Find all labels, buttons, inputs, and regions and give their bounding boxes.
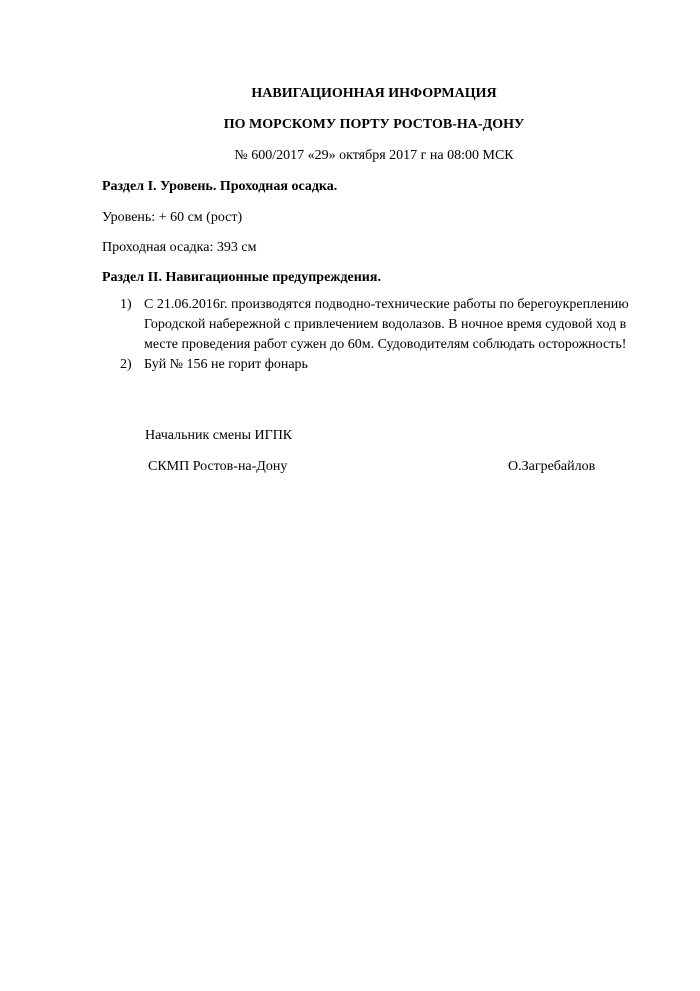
- water-level: Уровень: + 60 см (рост): [102, 210, 243, 225]
- signatory-organization: СКМП Ростов-на-Дону: [148, 459, 288, 474]
- list-item-text: Буй № 156 не горит фонарь: [144, 357, 308, 372]
- warnings-list: [120, 295, 640, 375]
- signatory-position: Начальник смены ИГПК: [145, 428, 293, 443]
- section-2-heading: Раздел II. Навигационные предупреждения.: [102, 270, 381, 285]
- list-item: [120, 295, 640, 355]
- list-item-text: С 21.06.2016г. производятся подводно-технические работы по берегоукреплению Городской набережной с привлечением водолазов. В ночное время судовой ход в месте проведения работ сужен до 60м. Судоводителям соблюдать осторожность!: [144, 297, 629, 352]
- document-subtitle: ПО МОРСКОМУ ПОРТУ РОСТОВ-НА-ДОНУ: [223, 117, 525, 132]
- passage-draft: Проходная осадка: 393 см: [102, 240, 257, 255]
- signatory-name: О.Загребайлов: [508, 459, 596, 474]
- section-1-heading: Раздел I. Уровень. Проходная осадка.: [102, 179, 338, 194]
- list-item-number: 1): [120, 297, 132, 312]
- list-item-number: 2): [120, 357, 132, 372]
- document-title: НАВИГАЦИОННАЯ ИНФОРМАЦИЯ: [251, 86, 497, 101]
- issue-info: № 600/2017 «29» октября 2017 г на 08:00 МСК: [234, 148, 514, 163]
- list-item: [120, 355, 640, 375]
